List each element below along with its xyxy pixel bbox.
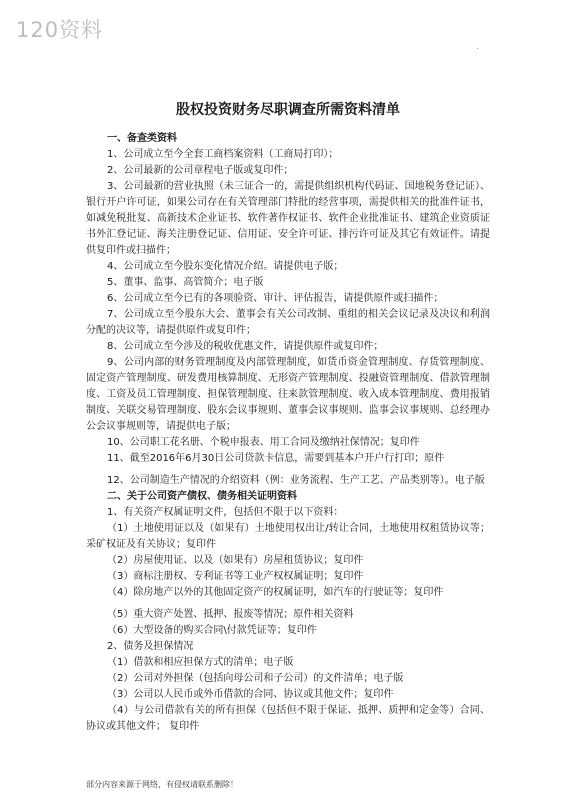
list-item: 6、公司成立至今已有的各项验资、审计、评估报告，请提供原件或扫描件；	[107, 293, 444, 304]
list-item: （3）公司以人民币或外币借款的合同、协议或其他文件；复印件	[107, 689, 394, 700]
list-item: 9、公司内部的财务管理制度及内部管理制度，如货币资金管理制度、存货管理制度、固定资产管理制度、研发费用核算制度、无形资产管理制度、投融资管理制度、借款管理制度、工资及员工管理制度、担保管理制度、往来款管理制度、收入成本管理制度、费用报销制度、关联交易管理制度、股东会议事规则、董事会议事规则、监事会议事规则、总经理办公会议事规则等，请提供电子版；	[86, 357, 490, 432]
list-item: 7、公司成立至今股东大会、董事会有关公司改制、重组的相关会议记录及决议和利润分配的决议等，请提供原件或复印件；	[86, 309, 490, 336]
section-heading: 一、备查类资料	[107, 133, 177, 144]
list-item: （4）与公司借款有关的所有担保（包括但不限于保证、抵押、质押和定金等）合同、协议或其他文件； 复印件	[86, 705, 490, 732]
page-mark: .	[476, 42, 479, 51]
list-item: 11、截至2016年6月30日公司贷款卡信息，需要到基本户开户行打印；原件	[107, 453, 445, 464]
list-item: 12、公司制造生产情况的介绍资料（例：业务流程、生产工艺、产品类别等）。电子版	[107, 475, 485, 486]
list-item: （6）大型设备的购买合同\付款凭证等；复印件	[107, 625, 317, 636]
list-item: 10、公司职工花名册、个税申报表、用工合同及缴纳社保情况；复印件	[107, 437, 420, 448]
list-item: 2、公司最新的公司章程电子版或复印件；	[107, 165, 294, 176]
section-1	[86, 131, 490, 489]
list-item: 8、公司成立至今涉及的税收优惠文件，请提供原件或复印件；	[107, 341, 384, 352]
list-item: （3）商标注册权、专利证书等工业产权权属证明；复印件	[107, 571, 364, 582]
section-2	[86, 489, 490, 735]
list-item: （1）土地使用证以及（如果有）土地使用权出让/转让合同，土地使用权租赁协议等；采矿权证及有关协议；复印件	[86, 523, 490, 550]
watermark: 120资料	[16, 18, 104, 42]
list-item: （1）借款和相应担保方式的清单；电子版	[107, 657, 294, 668]
document-body	[86, 101, 490, 735]
list-item: 4、公司成立至今股东变化情况介绍。请提供电子版；	[107, 261, 344, 272]
list-item: （4）除房地产以外的其他固定资产的权属证明，如汽车的行驶证等；复印件	[107, 587, 444, 598]
document-title: 股权投资财务尽职调查所需资料清单	[176, 102, 400, 118]
list-item: （2）房屋使用证、以及（如果有）房屋租赁协议；复印件	[107, 555, 364, 566]
list-item: （5）重大资产处置、抵押、报废等情况；原件相关资料	[107, 609, 354, 620]
list-item: 1、公司成立至今全套工商档案资料（工商局打印）；	[107, 149, 339, 160]
footer-note: 部分内容来源于网络，有侵权请联系删除！	[86, 780, 238, 789]
list-item: 2、债务及担保情况	[107, 641, 194, 652]
section-heading: 二、关于公司资产债权、债务相关证明资料	[107, 491, 297, 502]
list-item: 1、有关资产权属证明文件，包括但不限于以下资料：	[107, 507, 344, 518]
list-item: 3、公司最新的营业执照（未三证合一的，需提供组织机构代码证、国地税务登记证）、银行开户许可证，如果公司存在有关管理部门特批的经营事项，需提供相关的批准件证书，如减免税批复、高新技术企业证书、软件著作权证书、软件企业批准证书、建筑企业资质证书外汇登记证、海关注册登记证、信用证、安全许可证、排污许可证及其它有效证件。请提供复印件或扫描件；	[86, 181, 490, 256]
list-item: （2）公司对外担保（包括向母公司和子公司）的文件清单；电子版	[107, 673, 404, 684]
list-item: 5、董事、监事、高管简介；电子版	[107, 277, 264, 288]
